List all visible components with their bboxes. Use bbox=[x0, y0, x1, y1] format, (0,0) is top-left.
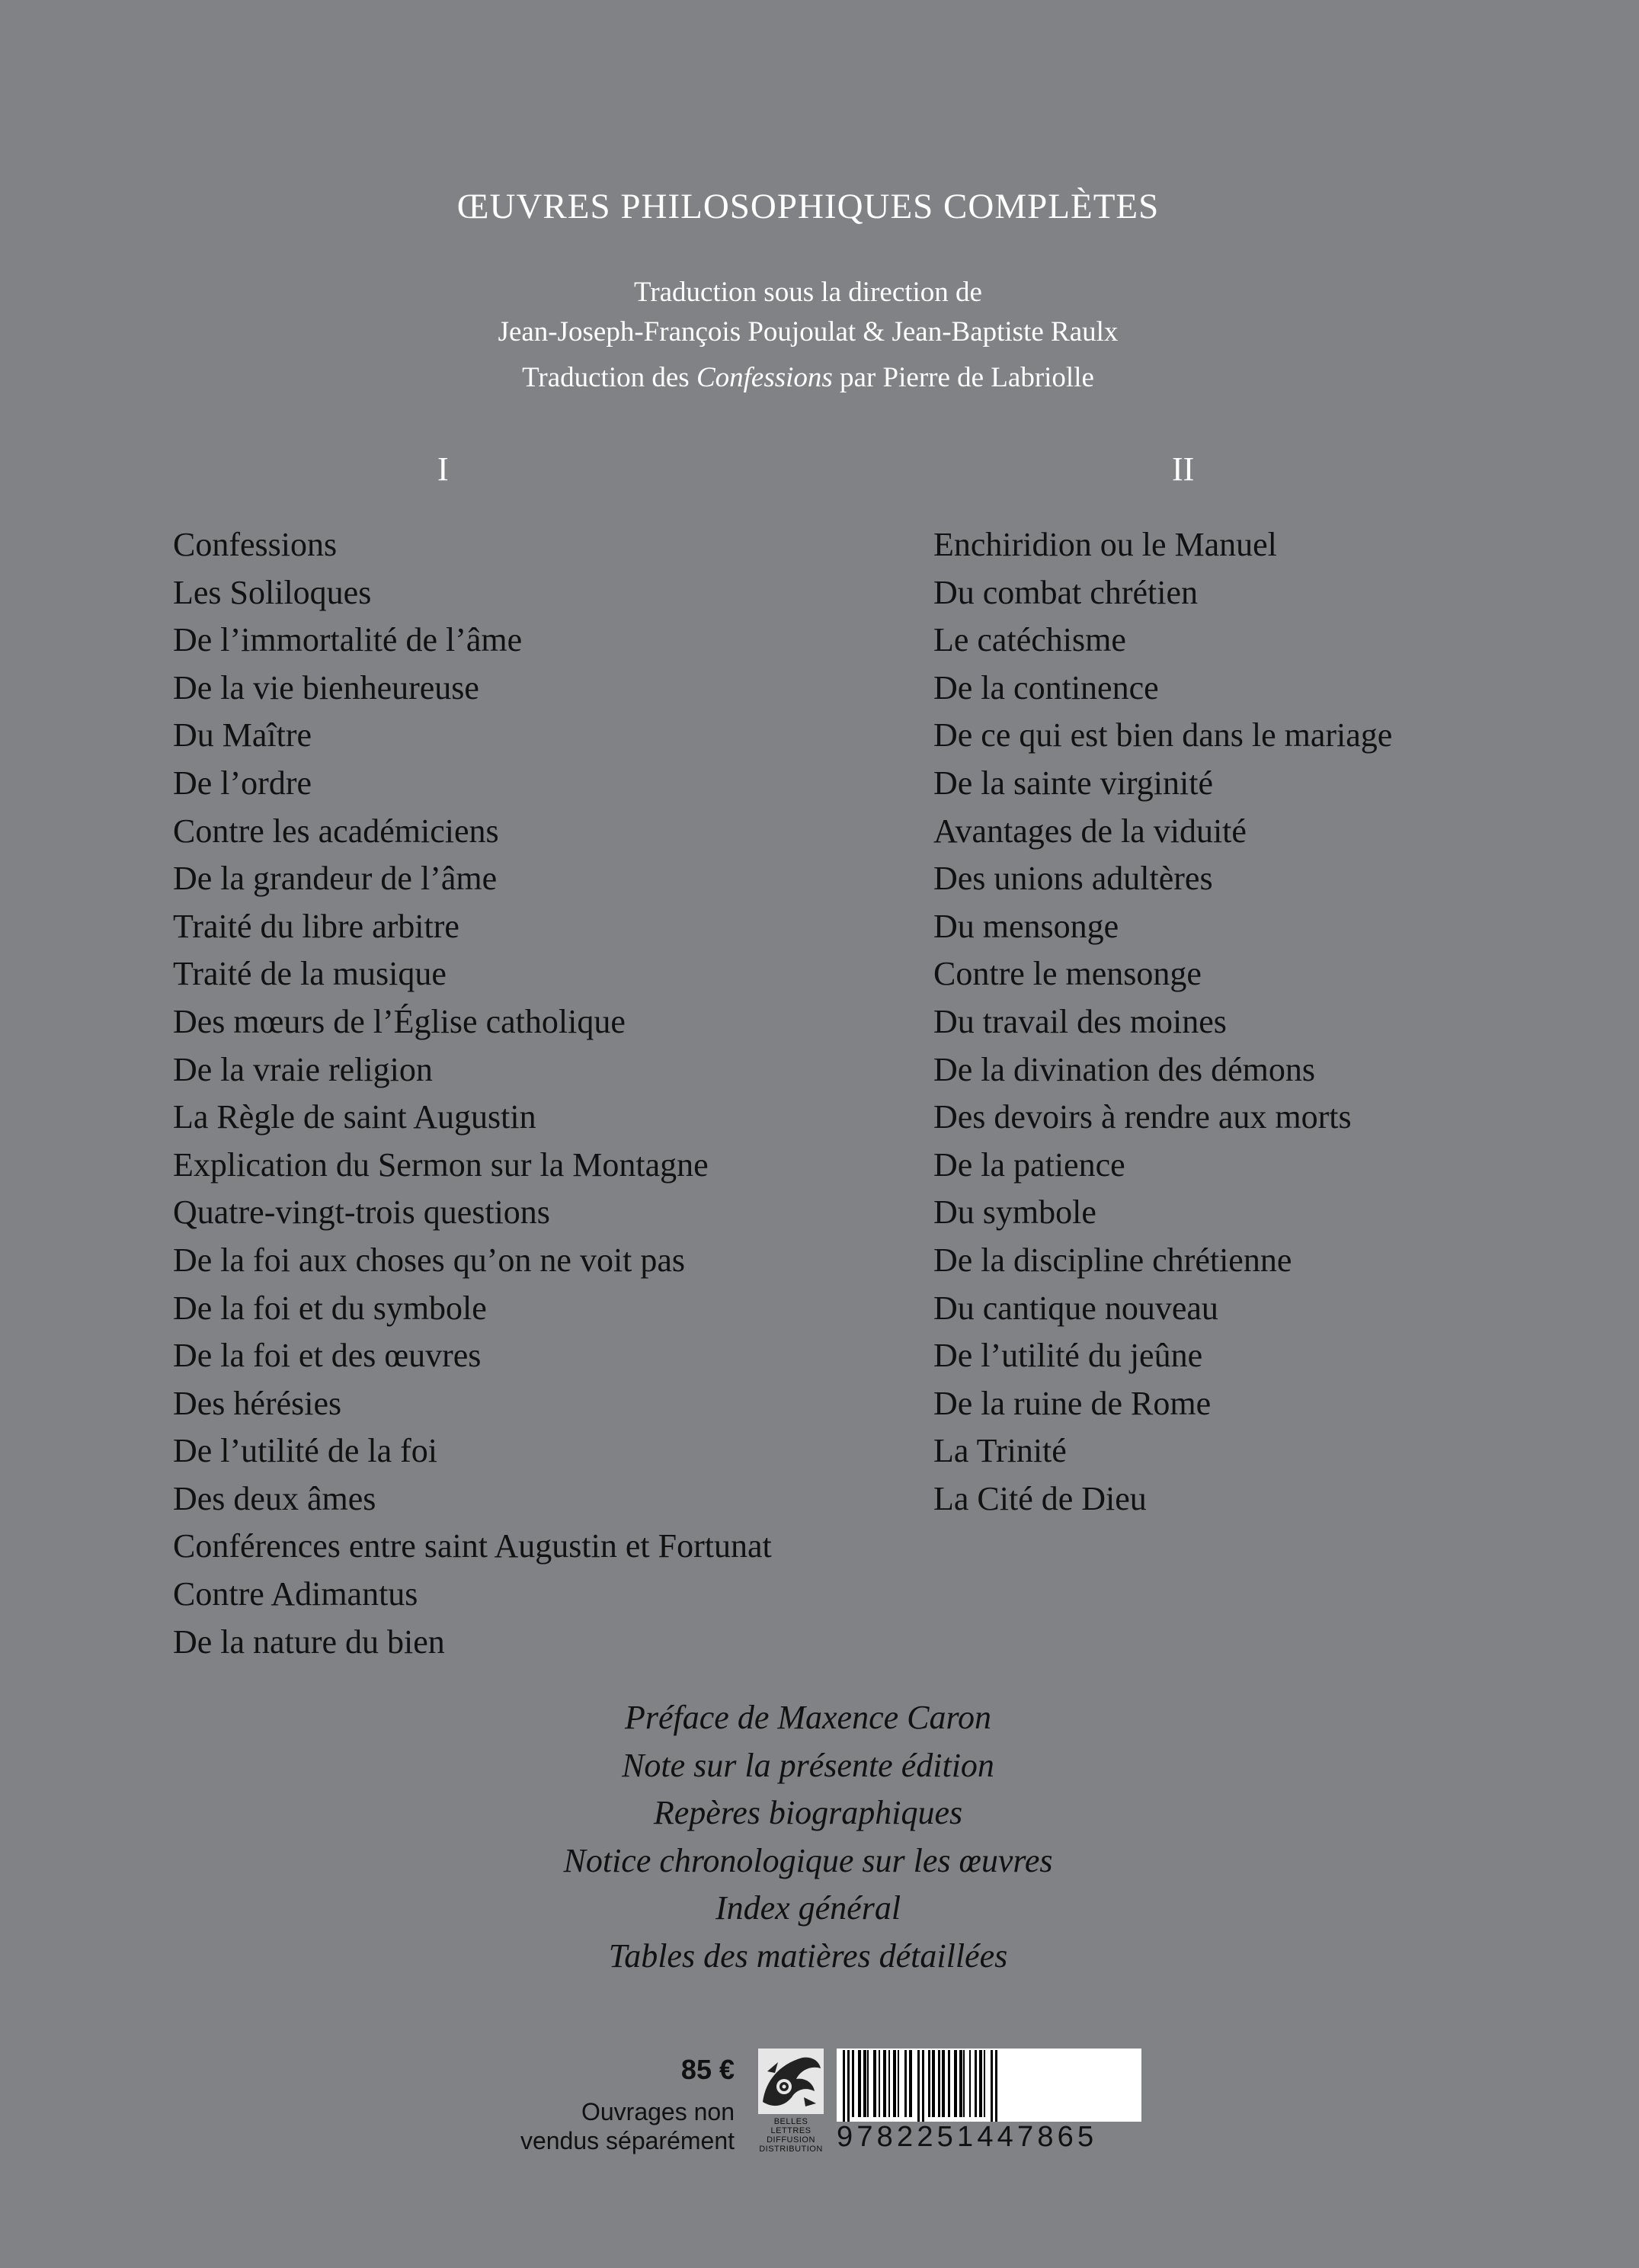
list-item: Contre Adimantus bbox=[173, 1575, 418, 1613]
list-item: Tables des matières détaillées bbox=[608, 1936, 1008, 1975]
barcode-bar bbox=[975, 2050, 977, 2117]
sale-note-line-1: Ouvrages non bbox=[581, 2098, 735, 2125]
list-item: La Trinité bbox=[933, 1432, 1067, 1470]
barcode-bar bbox=[954, 2050, 957, 2117]
list-item: De la divination des démons bbox=[933, 1050, 1316, 1088]
barcode-bar bbox=[893, 2050, 896, 2117]
list-item: Les Soliloques bbox=[173, 573, 372, 611]
translation-line-1: Traduction sous la direction de bbox=[634, 277, 982, 308]
barcode-bar bbox=[984, 2050, 985, 2117]
barcode-bar bbox=[863, 2050, 866, 2117]
list-item: Du mensonge bbox=[933, 907, 1119, 945]
translation-line-3-title: Confessions bbox=[696, 362, 833, 393]
list-item: Explication du Sermon sur la Montagne bbox=[173, 1145, 709, 1184]
list-item: Du travail des moines bbox=[933, 1002, 1227, 1040]
barcode-bar bbox=[932, 2050, 935, 2117]
barcode-bar bbox=[928, 2050, 930, 2117]
list-item: De la patience bbox=[933, 1145, 1125, 1184]
translation-line-3-prefix: Traduction des bbox=[522, 362, 690, 393]
list-item: De la continence bbox=[933, 668, 1159, 706]
list-item: Conférences entre saint Augustin et Fortunat bbox=[173, 1527, 772, 1565]
barcode-bar bbox=[995, 2050, 997, 2122]
list-item: La Cité de Dieu bbox=[933, 1479, 1147, 1517]
list-item: Du symbole bbox=[933, 1193, 1096, 1232]
barcode-bar bbox=[898, 2050, 899, 2117]
list-item: Confessions bbox=[173, 526, 338, 563]
list-item: De la vraie religion bbox=[173, 1050, 433, 1088]
barcode-bar bbox=[969, 2050, 971, 2117]
list-item: Des mœurs de l’Église catholique bbox=[173, 1002, 626, 1040]
volume-1-heading: I bbox=[437, 450, 449, 488]
list-item: De l’ordre bbox=[173, 764, 312, 802]
list-item: Le catéchisme bbox=[933, 621, 1126, 659]
list-item: Des deux âmes bbox=[173, 1479, 376, 1517]
list-item: Repères biographiques bbox=[653, 1794, 963, 1832]
publisher-logo bbox=[758, 2049, 824, 2163]
list-item: De l’utilité de la foi bbox=[173, 1432, 437, 1470]
list-item: De la ruine de Rome bbox=[933, 1384, 1212, 1422]
list-item: De la foi aux choses qu’on ne voit pas bbox=[173, 1241, 686, 1279]
translation-line-3 bbox=[0, 358, 1616, 398]
list-item: De l’utilité du jeûne bbox=[933, 1337, 1203, 1375]
list-item: Note sur la présente édition bbox=[622, 1746, 994, 1784]
translation-line-2: Jean-Joseph-François Poujoulat & Jean-Baptiste Raulx bbox=[498, 316, 1119, 348]
volume-2-works-list bbox=[933, 521, 1392, 1523]
appendices-list bbox=[0, 1694, 1616, 1981]
list-item: Index général bbox=[715, 1889, 901, 1927]
list-item: Avantages de la viduité bbox=[933, 812, 1247, 850]
barcode-bar bbox=[904, 2050, 907, 2117]
barcode-bar bbox=[909, 2050, 912, 2117]
barcode-bar bbox=[938, 2050, 940, 2117]
barcode-bar bbox=[843, 2050, 845, 2122]
list-item: Préface de Maxence Caron bbox=[625, 1699, 991, 1736]
list-item: Du cantique nouveau bbox=[933, 1289, 1218, 1327]
list-item: De la foi et des œuvres bbox=[173, 1337, 482, 1375]
sale-note-line-2: vendus séparément bbox=[520, 2127, 735, 2154]
list-item: Des unions adultères bbox=[933, 860, 1213, 898]
barcode-bar bbox=[858, 2050, 861, 2117]
list-item: Notice chronologique sur les œuvres bbox=[563, 1841, 1053, 1879]
barcode-bar bbox=[917, 2050, 920, 2122]
volume-2-heading: II bbox=[1172, 450, 1195, 488]
list-item: Quatre-vingt-trois questions bbox=[173, 1193, 550, 1232]
publisher-logo-text-2: DIFFUSION bbox=[767, 2135, 815, 2145]
barcode-bar bbox=[873, 2050, 876, 2117]
barcode-bar bbox=[852, 2050, 854, 2117]
list-item: Du combat chrétien bbox=[933, 573, 1198, 611]
volume-1-works-list bbox=[173, 521, 772, 1666]
barcode-bar bbox=[922, 2050, 924, 2122]
list-item: De la foi et du symbole bbox=[173, 1289, 487, 1327]
list-item: De la grandeur de l’âme bbox=[173, 860, 498, 898]
list-item: Des hérésies bbox=[173, 1384, 342, 1422]
barcode-bar bbox=[979, 2050, 982, 2117]
barcode-bars bbox=[837, 2049, 1141, 2122]
list-item: De la discipline chrétienne bbox=[933, 1241, 1292, 1279]
list-item: Traité de la musique bbox=[173, 955, 447, 993]
list-item: Contre les académiciens bbox=[173, 812, 499, 850]
barcode-bar bbox=[879, 2050, 880, 2117]
list-item: De l’immortalité de l’âme bbox=[173, 621, 523, 659]
barcode-bar bbox=[847, 2050, 850, 2122]
barcode-bar bbox=[942, 2050, 945, 2117]
list-item: Traité du libre arbitre bbox=[173, 907, 459, 945]
barcode-bar bbox=[963, 2050, 965, 2117]
translation-line-3-suffix: par Pierre de Labriolle bbox=[840, 362, 1094, 393]
barcode-bar bbox=[959, 2050, 962, 2117]
barcode-bar bbox=[991, 2050, 993, 2122]
publisher-logo-icon bbox=[758, 2049, 824, 2114]
list-item: Des devoirs à rendre aux morts bbox=[933, 1098, 1352, 1136]
list-item: Contre le mensonge bbox=[933, 955, 1202, 993]
publisher-logo-text-3: DISTRIBUTION bbox=[759, 2145, 823, 2154]
list-item: La Règle de saint Augustin bbox=[173, 1098, 536, 1136]
isbn-digits: 9782251447865 bbox=[837, 2121, 1098, 2153]
isbn-barcode bbox=[837, 2049, 1141, 2163]
list-item: De la sainte virginité bbox=[933, 764, 1213, 802]
barcode-bar bbox=[888, 2050, 890, 2117]
list-item: Enchiridion ou le Manuel bbox=[933, 526, 1277, 563]
list-item: De la nature du bien bbox=[173, 1623, 445, 1661]
list-item: Du Maître bbox=[173, 716, 312, 754]
series-title: ŒUVRES PHILOSOPHIQUES COMPLÈTES bbox=[456, 187, 1160, 226]
publisher-logo-text-1: BELLES LETTRES bbox=[770, 2117, 811, 2135]
price-label: 85 € bbox=[680, 2054, 735, 2085]
sale-note bbox=[520, 2097, 735, 2155]
translation-credits bbox=[0, 273, 1616, 398]
barcode-bar bbox=[867, 2050, 869, 2117]
list-item: De ce qui est bien dans le mariage bbox=[933, 716, 1393, 754]
barcode-bar bbox=[883, 2050, 886, 2117]
list-item: De la vie bienheureuse bbox=[173, 668, 479, 706]
barcode-bar bbox=[948, 2050, 950, 2117]
